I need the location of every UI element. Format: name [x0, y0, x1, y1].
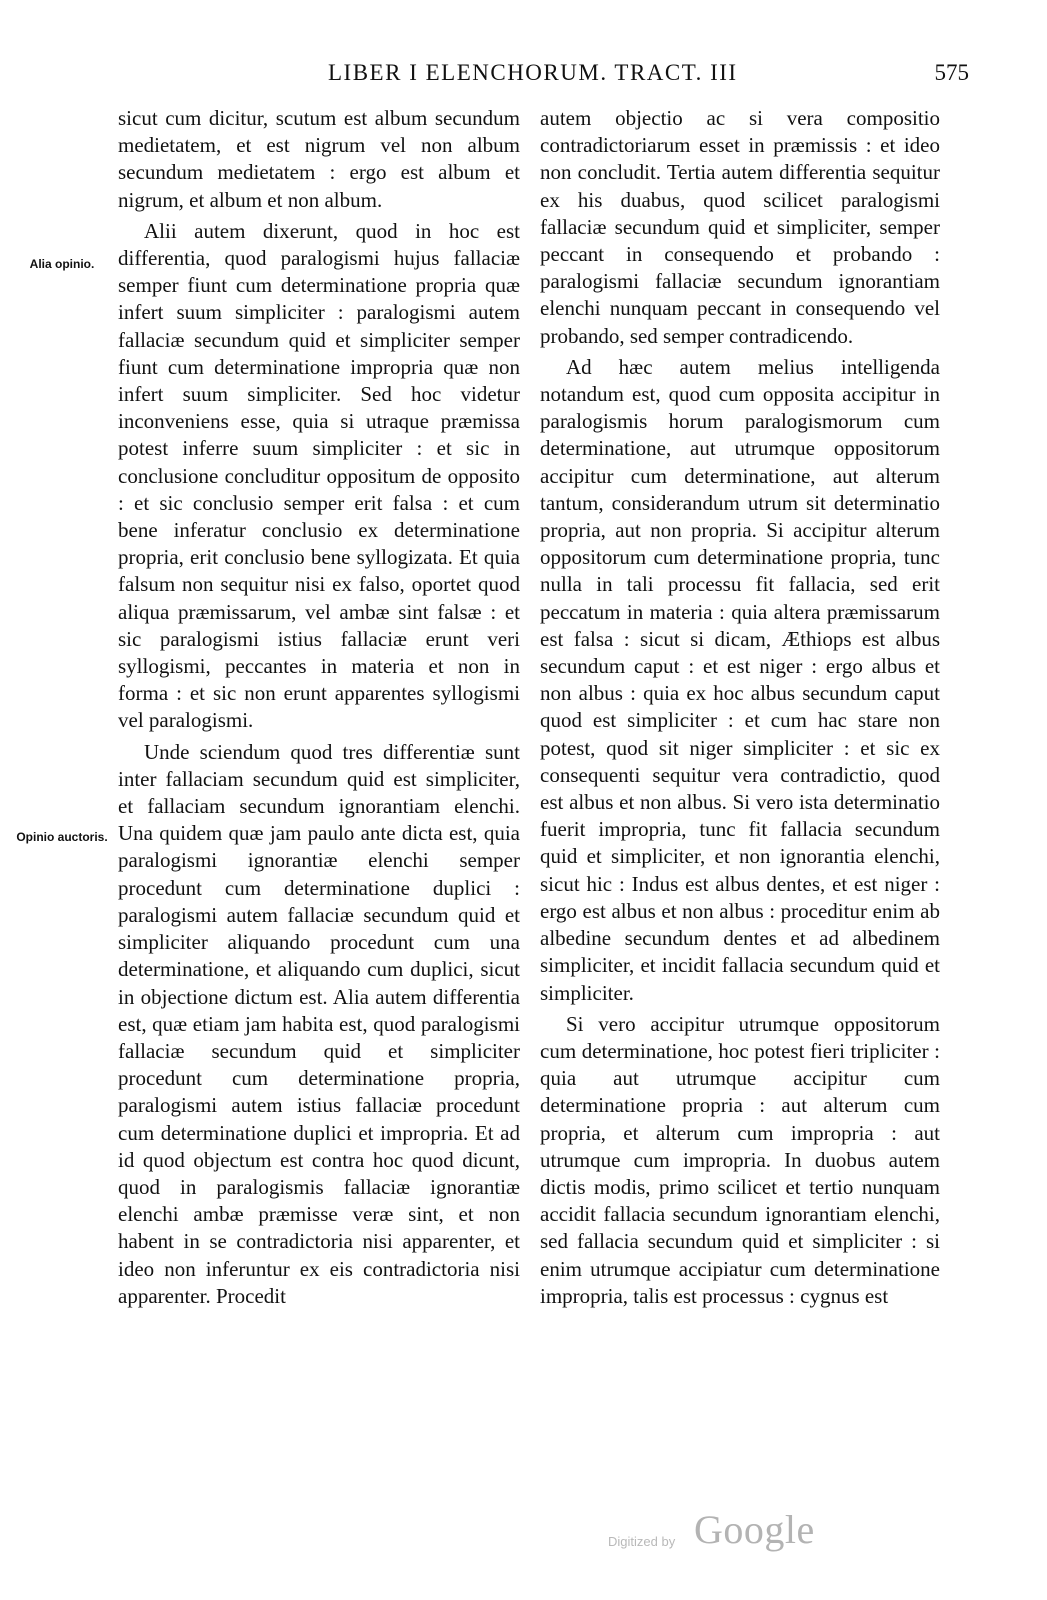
paragraph: Si vero accipitur utrumque oppositorum cum determinatione, hoc potest fieri tripliciter : quia aut utrumque accipitur cum determinatione propria : aut alterum cum propria, et alterum cum impropria : aut utrumque cum impropria. In duobus autem dictis modis, primo scilicet et tertio nunquam accidit fallacia secundum ignorantiam elenchi, sed fallacia secundum quid et simpliciter : si enim utrumque accipiatur cum determinatione impropria, talis est processus : cygnus est [540, 1011, 940, 1308]
margin-note-opinio-auctoris: Opinio auctoris. [16, 830, 108, 844]
digitized-by-google-watermark [608, 1500, 838, 1560]
watermark-prefix: Digitized by [608, 1534, 676, 1549]
paragraph: autem objectio ac si vera compositio contradictoriarum esset in præmissis : et ideo non concludit. Tertia autem differentia sequitur ex his duabus, quod scilicet paralogismi fallaciæ secundum quid et simpliciter, semper peccant in consequendo et probando : paralogismi fallaciæ secundum ignorantiam elenchi nunquam peccant in consequendo vel probando, sed semper contradicendo. [540, 106, 940, 348]
paragraph: Alii autem dixerunt, quod in hoc est differentia, quod paralogismi hujus fallaciæ semper fiunt cum determinatione propria quæ infert suum simpliciter : paralogismi autem fallaciæ secundum quid et simpliciter semper fiunt cum determinatione impropria quæ non infert suum simpliciter. Sed hoc videtur inconveniens esse, quia si utraque præmissa potest inferre suum simpliciter : et sic in conclusione concluditur oppositum de opposito : et sic conclusio semper erit falsa : et cum bene inferatur conclusio ex determinatione propria, erit conclusio bene syllogizata. Et quia falsum non sequitur nisi ex falso, oportet quod aliqua præmissarum, vel ambæ sint falsæ : et sic paralogismi istius fallaciæ erunt veri syllogismi, peccantes in materia et non in forma : et sic non erunt apparentes syllogismi vel paralogismi. [118, 218, 520, 733]
running-title: LIBER I ELENCHORUM. TRACT. III [328, 60, 738, 85]
paragraph: Ad hæc autem melius intelligenda notandum est, quod cum opposita accipitur in paralogismis horum paralogismorum cum determinatione, aut utrumque oppositorum accipitur cum determinatione, aut alterum tantum, considerandum utrum sit determinatio propria, aut non propria. Si accipitur alterum oppositorum cum determinatione propria, tunc nulla in tali processu fit fallacia, sed erit peccatum in materia : quia altera præmissarum est falsa : sicut si dicam, Æthiops est albus secundum caput : et est niger : ergo albus et non albus : quia ex hoc albus secundum caput quod est simpliciter : et cum hac stare non potest, quod sit niger simpliciter : et sic ex consequenti sequitur vera contradictio, quod est albus et non albus. Si vero ista determinatio fuerit impropria, tunc fit fallacia secundum quid et simpliciter, et non ignorantia elenchi, sicut hic : Indus est albus dentes, et est niger : ergo est albus et non albus : proceditur enim ab albedine secundum dentes et ad albedinem simpliciter, et incidit fallacia secundum quid et simpliciter. [540, 354, 940, 1005]
paragraph: Unde sciendum quod tres differentiæ sunt inter fallaciam secundum quid est simpliciter, et fallaciam secundum ignorantiam elenchi. Una quidem quæ jam paulo ante dicta est, quia paralogismi ignorantiæ elenchi semper procedunt cum determinatione duplici : paralogismi autem fallaciæ secundum quid et simpliciter aliquando procedunt cum una determinatione, et aliquando cum duplici, sicut in objectione dictum est. Alia autem differentia est, quæ etiam jam habita est, quod paralogismi fallaciæ secundum quid et simpliciter procedunt cum determinatione propria, paralogismi autem istius fallaciæ procedunt cum determinatione duplici et impropria. Et ad id quod objectum est contra hoc quod dicunt, quod in paralogismis fallaciæ ignorantiæ elenchi ambæ præmisse veræ sint, et non habent in se contradictoria nisi apparenter, et ideo non inferuntur ex eis contradictoria nisi apparenter. Procedit [118, 739, 520, 1308]
margin-note-alia-opinio: Alia opinio. [29, 257, 95, 271]
paragraph: sicut cum dicitur, scutum est album secundum medietatem, et est nigrum vel non album secundum medietatem : ergo est album et nigrum, et album et non album. [118, 106, 520, 212]
right-text-column [540, 105, 940, 1310]
google-logo: Google [694, 1507, 815, 1552]
left-text-column [118, 105, 520, 1310]
running-header [0, 60, 1047, 100]
page-number: 575 [934, 60, 969, 85]
